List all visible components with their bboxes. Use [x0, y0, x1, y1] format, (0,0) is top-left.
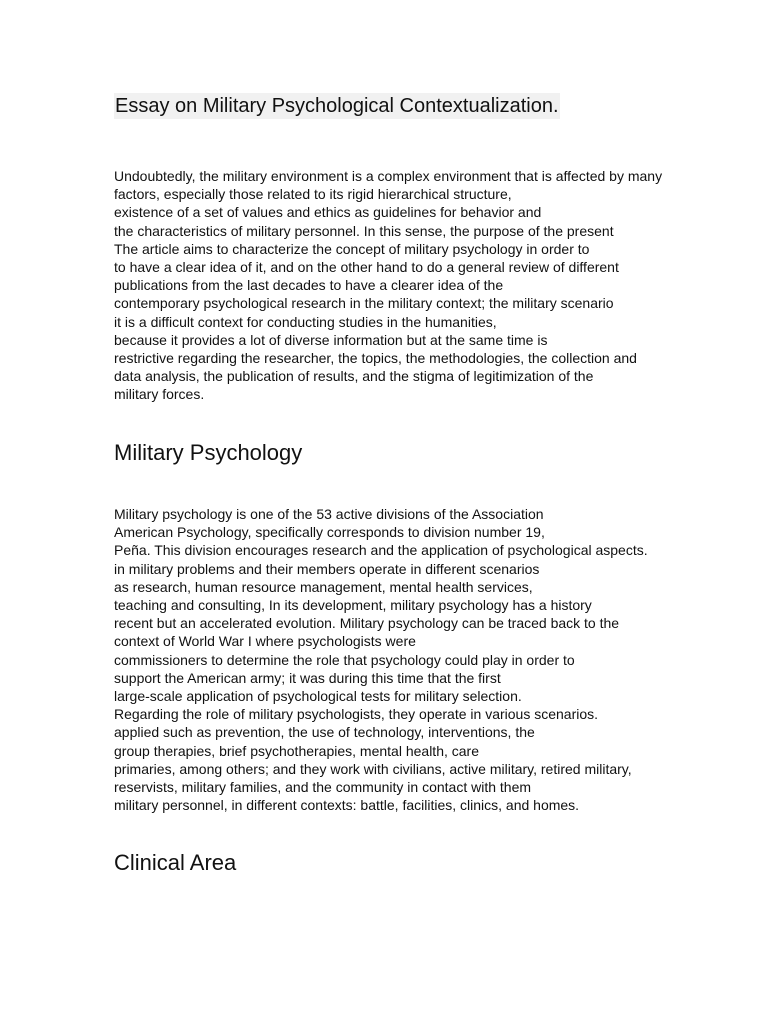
military-psychology-line: support the American army; it was during this time that the first	[114, 669, 501, 686]
military-psychology-line: context of World War I where psychologists were	[114, 633, 416, 650]
section-heading-clinical-area: Clinical Area	[114, 850, 237, 875]
intro-paragraph	[114, 167, 662, 404]
military-psychology-line: in military problems and their members operate in different scenarios	[114, 560, 540, 577]
military-psychology-line: reservists, military families, and the community in contact with them	[114, 779, 532, 796]
military-psychology-line: as research, human resource management, mental health services,	[114, 578, 533, 595]
document-title: Essay on Military Psychological Contextualization.	[115, 95, 559, 117]
military-psychology-line: Peña. This division encourages research and the application of psychological aspects.	[114, 542, 648, 559]
intro-line: because it provides a lot of diverse information but at the same time is	[114, 331, 548, 348]
intro-line: contemporary psychological research in the military context; the military scenario	[114, 295, 614, 312]
military-psychology-line: Regarding the role of military psychologists, they operate in various scenarios.	[114, 706, 599, 723]
military-psychology-line: applied such as prevention, the use of technology, interventions, the	[114, 724, 535, 741]
intro-line: publications from the last decades to have a clearer idea of the	[114, 277, 504, 294]
intro-line: to have a clear idea of it, and on the other hand to do a general review of different	[114, 259, 619, 276]
military-psychology-paragraph	[114, 505, 648, 814]
intro-line: factors, especially those related to its rigid hierarchical structure,	[114, 186, 512, 203]
intro-line: The article aims to characterize the concept of military psychology in order to	[114, 240, 590, 257]
military-psychology-line: large-scale application of psychological tests for military selection.	[114, 688, 522, 705]
intro-line: the characteristics of military personnel. In this sense, the purpose of the present	[114, 222, 614, 239]
military-psychology-line: Military psychology is one of the 53 active divisions of the Association	[114, 506, 544, 522]
military-psychology-line: commissioners to determine the role that psychology could play in order to	[114, 651, 575, 668]
intro-line: data analysis, the publication of results, and the stigma of legitimization of the	[114, 368, 594, 385]
military-psychology-line: teaching and consulting, In its development, military psychology has a history	[114, 597, 592, 614]
military-psychology-line: primaries, among others; and they work with civilians, active military, retired military,	[114, 760, 632, 777]
intro-line: military forces.	[114, 386, 205, 403]
intro-line: it is a difficult context for conducting studies in the humanities,	[114, 313, 497, 330]
military-psychology-line: military personnel, in different contexts: battle, facilities, clinics, and homes.	[114, 797, 580, 814]
intro-line: Undoubtedly, the military environment is a complex environment that is affected by many	[114, 168, 663, 184]
intro-line: restrictive regarding the researcher, the topics, the methodologies, the collection and	[114, 350, 637, 367]
military-psychology-line: group therapies, brief psychotherapies, mental health, care	[114, 742, 479, 759]
military-psychology-line: American Psychology, specifically corresponds to division number 19,	[114, 524, 545, 541]
military-psychology-line: recent but an accelerated evolution. Military psychology can be traced back to the	[114, 615, 620, 632]
intro-line: existence of a set of values and ethics as guidelines for behavior and	[114, 204, 542, 221]
section-heading-military-psychology: Military Psychology	[114, 440, 303, 465]
